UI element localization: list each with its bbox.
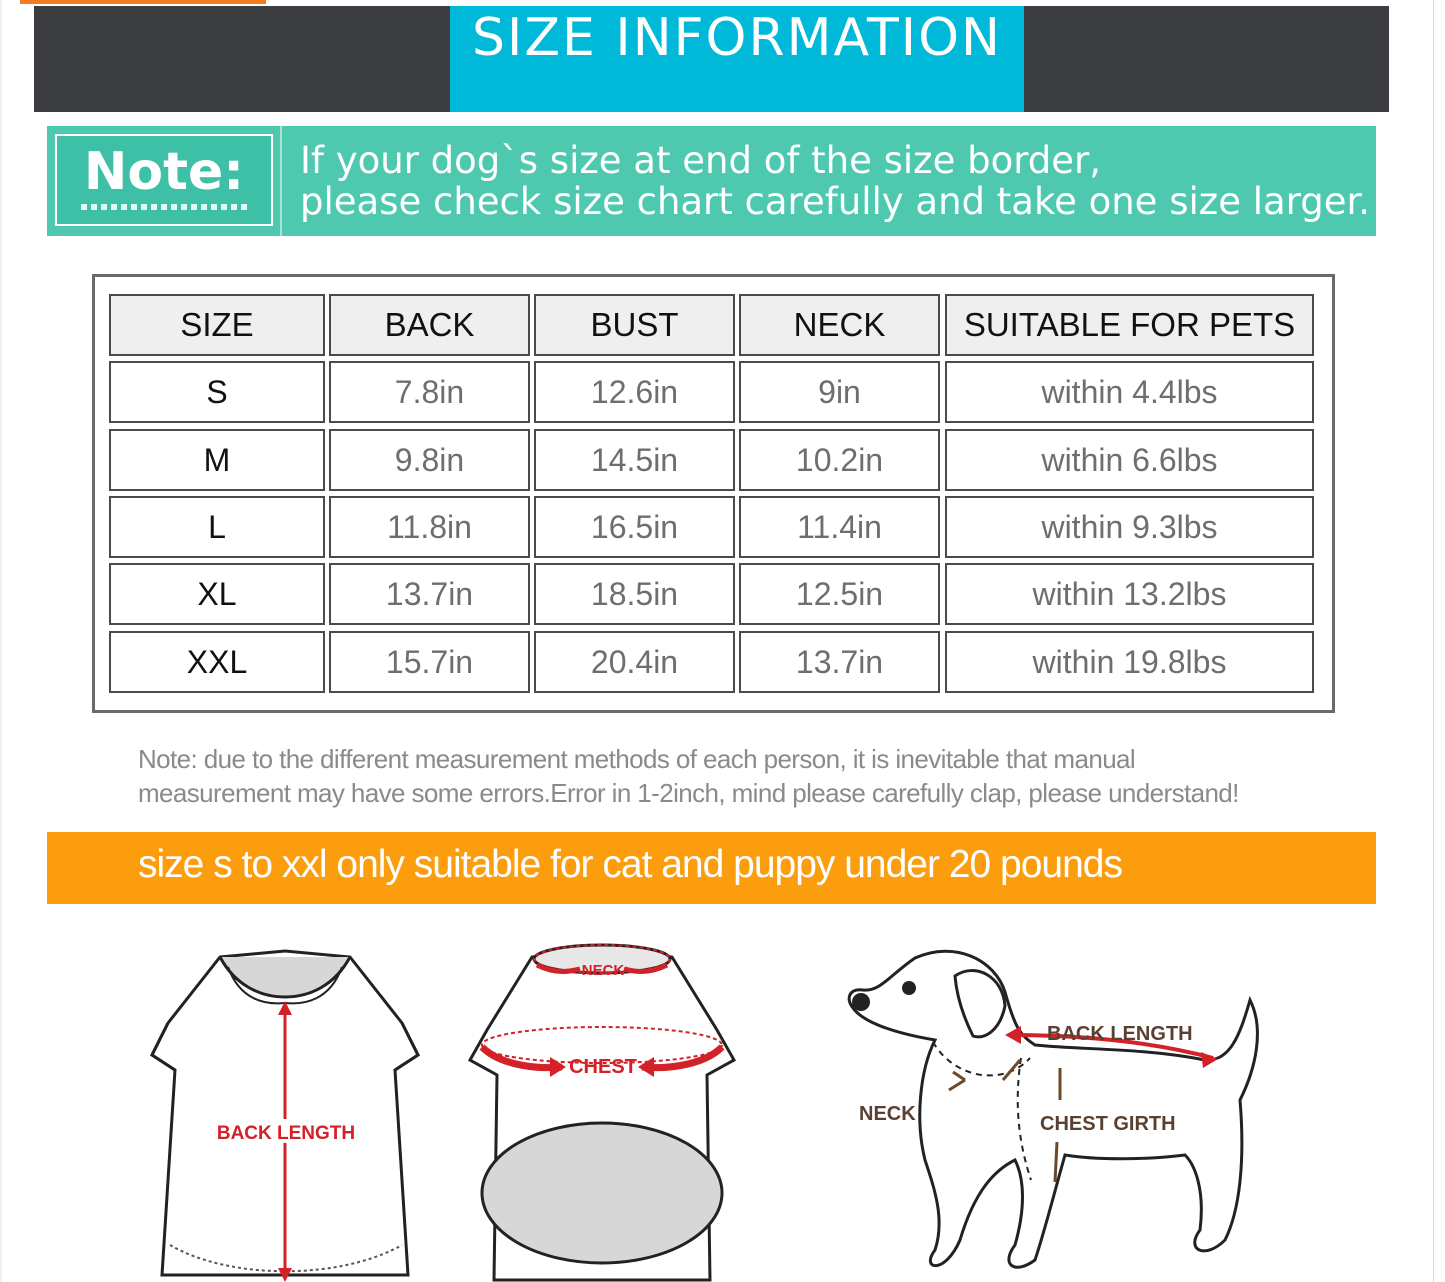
table-cell-bust: 12.6in [534, 361, 735, 423]
page-right-edge [1433, 0, 1445, 1282]
page-title: SIZE INFORMATION [450, 6, 1024, 112]
table-cell-back: 9.8in [329, 429, 530, 491]
wave-decoration [81, 204, 251, 210]
table-cell-neck: 10.2in [739, 429, 940, 491]
table-cell-suitable-for-pets: within 6.6lbs [945, 429, 1314, 491]
chest-label: CHEST [569, 1056, 637, 1078]
table-cell-suitable-for-pets: within 4.4lbs [945, 361, 1314, 423]
note-line-2: please check size chart carefully and take one size larger. [300, 180, 1371, 223]
note-divider [280, 126, 282, 236]
table-cell-back: 15.7in [329, 631, 530, 693]
size-cell: M [109, 429, 325, 491]
note-label-box [55, 134, 273, 226]
note-text [300, 140, 1370, 222]
size-cell: XXL [109, 631, 325, 693]
shirt-back-diagram [140, 945, 430, 1282]
suitability-banner-text: size s to xxl only suitable for cat and puppy under 20 pounds [138, 843, 1122, 886]
neck-label: NECK [581, 962, 625, 979]
table-cell-suitable-for-pets: within 13.2lbs [945, 563, 1314, 625]
table-cell-bust: 20.4in [534, 631, 735, 693]
column-header-back: BACK [329, 294, 530, 356]
table-cell-suitable-for-pets: within 9.3lbs [945, 496, 1314, 558]
back-length-label: BACK LENGTH [216, 1123, 356, 1144]
table-cell-bust: 14.5in [534, 429, 735, 491]
column-header-bust: BUST [534, 294, 735, 356]
top-accent-bar [20, 0, 266, 4]
footnote-line-2: measurement may have some errors.Error in 1-2inch, mind please carefully clap, please understand! [138, 778, 1239, 808]
page-left-edge [0, 0, 2, 1282]
column-header-size: SIZE [109, 294, 325, 356]
note-line-1: If your dog`s size at end of the size border, [300, 139, 1102, 182]
table-cell-bust: 16.5in [534, 496, 735, 558]
table-cell-neck: 12.5in [739, 563, 940, 625]
dog-back-length-label: BACK LENGTH [1047, 1023, 1193, 1045]
table-cell-back: 13.7in [329, 563, 530, 625]
table-cell-neck: 11.4in [739, 496, 940, 558]
table-cell-back: 11.8in [329, 496, 530, 558]
footnote-line-1: Note: due to the different measurement methods of each person, it is inevitable that manual [138, 744, 1136, 774]
dog-neck-label: NECK [859, 1103, 916, 1125]
size-cell: L [109, 496, 325, 558]
table-cell-neck: 13.7in [739, 631, 940, 693]
measurement-footnote [138, 742, 1308, 810]
note-label: Note: [83, 142, 245, 202]
shirt-front-diagram [462, 935, 742, 1282]
column-header-neck: NECK [739, 294, 940, 356]
table-cell-bust: 18.5in [534, 563, 735, 625]
dog-measure-diagram [845, 940, 1265, 1282]
column-header-suitable-for-pets: SUITABLE FOR PETS [945, 294, 1314, 356]
dog-chest-girth-label: CHEST GIRTH [1040, 1113, 1176, 1135]
size-cell: XL [109, 563, 325, 625]
table-cell-neck: 9in [739, 361, 940, 423]
table-cell-suitable-for-pets: within 19.8lbs [945, 631, 1314, 693]
size-cell: S [109, 361, 325, 423]
table-cell-back: 7.8in [329, 361, 530, 423]
